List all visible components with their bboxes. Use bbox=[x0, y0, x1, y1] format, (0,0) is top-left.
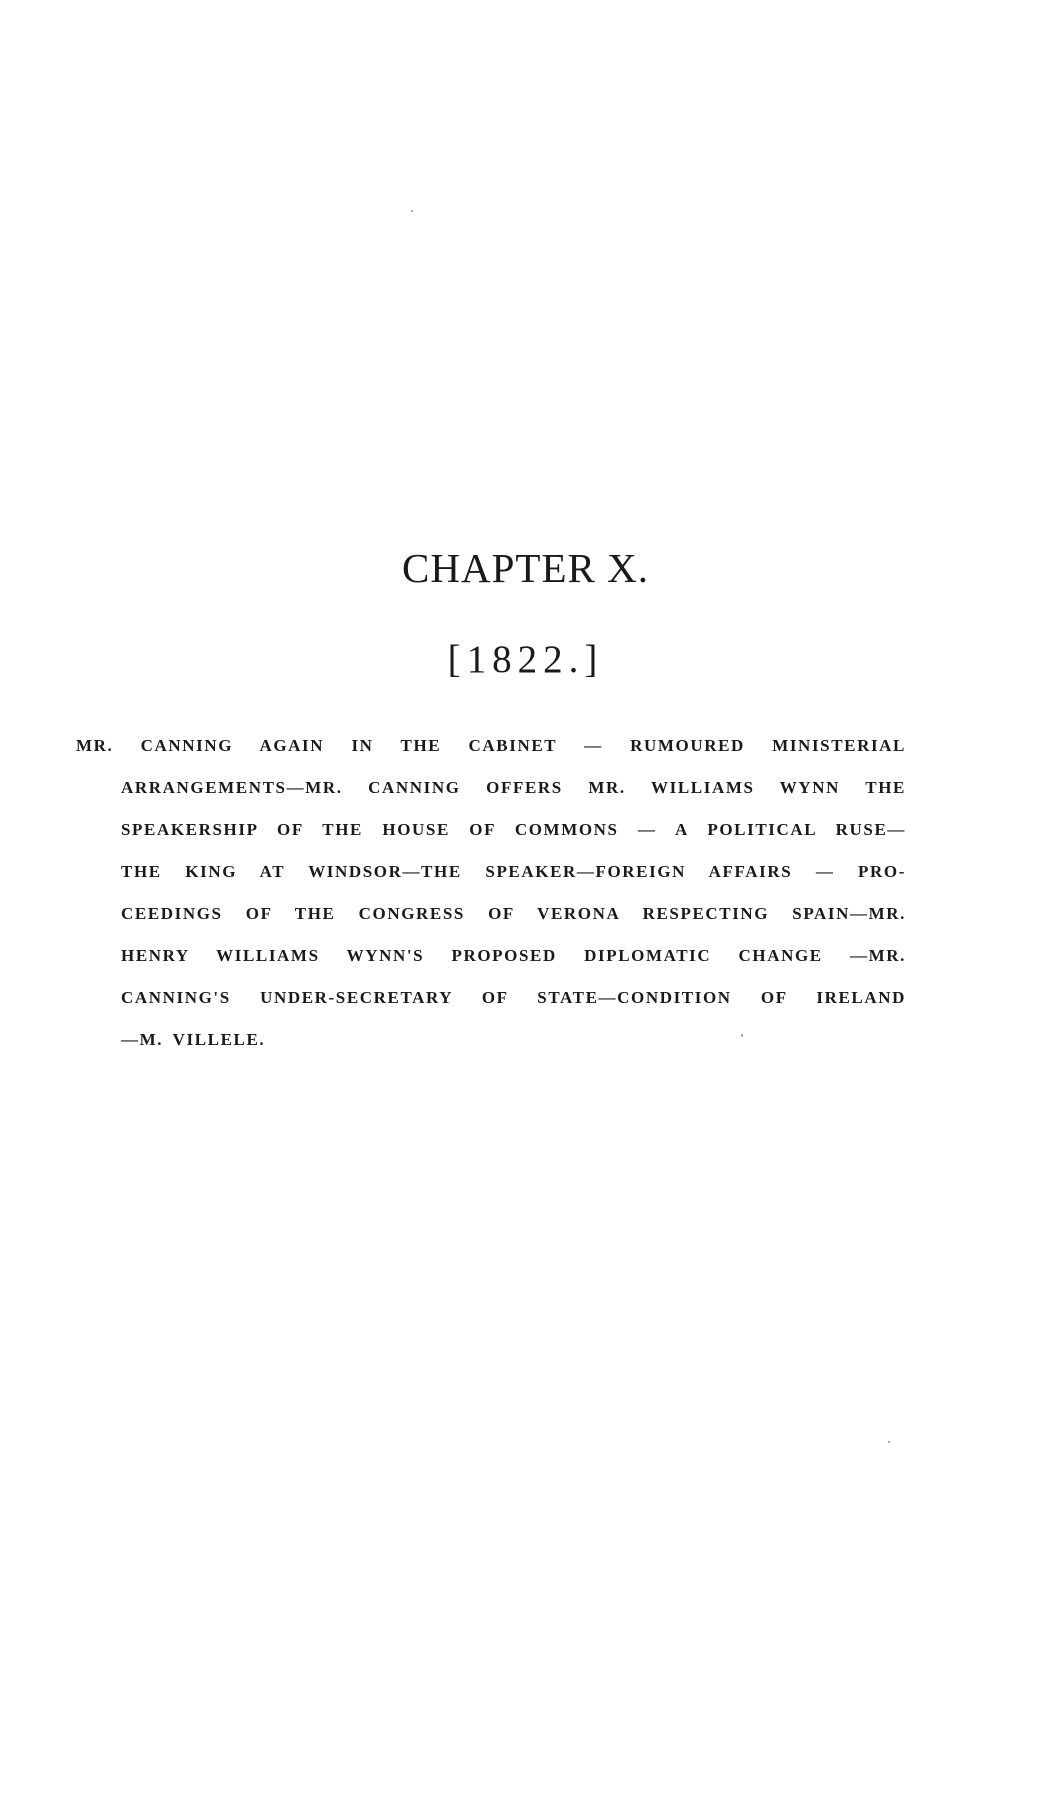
scan-speck bbox=[411, 210, 413, 212]
synopsis-line: THE KING AT WINDSOR—THE SPEAKER—FOREIGN AFFAIRS — PRO- bbox=[121, 862, 906, 881]
chapter-title: CHAPTER X. bbox=[402, 545, 649, 591]
synopsis-line: SPEAKERSHIP OF THE HOUSE OF COMMONS — A POLITICAL RUSE— bbox=[121, 820, 906, 839]
synopsis-line: CANNING'S UNDER-SECRETARY OF STATE—CONDITION OF IRELAND bbox=[121, 988, 906, 1007]
synopsis-line: HENRY WILLIAMS WYNN'S PROPOSED DIPLOMATIC CHANGE —MR. bbox=[121, 946, 906, 965]
synopsis-line: MR. CANNING AGAIN IN THE CABINET — RUMOURED MINISTERIAL bbox=[76, 736, 906, 755]
scan-speck bbox=[888, 1441, 890, 1443]
synopsis-line: CEEDINGS OF THE CONGRESS OF VERONA RESPECTING SPAIN—MR. bbox=[121, 904, 906, 923]
chapter-year: [1822.] bbox=[447, 638, 604, 681]
scan-speck bbox=[741, 1034, 743, 1037]
synopsis-line: —M. VILLELE. bbox=[121, 1030, 266, 1049]
chapter-synopsis bbox=[76, 734, 906, 1070]
synopsis-line: ARRANGEMENTS—MR. CANNING OFFERS MR. WILLIAMS WYNN THE bbox=[121, 778, 906, 797]
